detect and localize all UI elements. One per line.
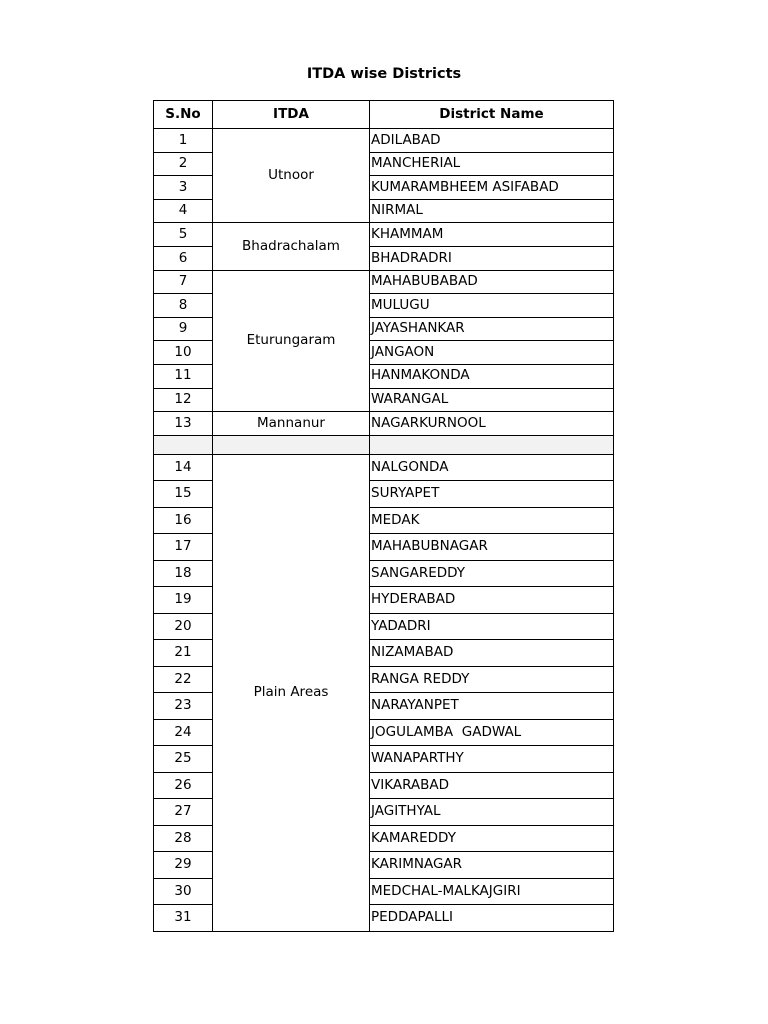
district-cell: HYDERABAD: [370, 587, 614, 614]
itda-districts-table: [153, 100, 614, 932]
district-cell: RANGA REDDY: [370, 666, 614, 693]
table-row: [154, 223, 614, 247]
district-cell: SANGAREDDY: [370, 560, 614, 587]
sno-cell: 24: [154, 719, 213, 746]
itda-cell: Mannanur: [213, 412, 370, 436]
district-cell: VIKARABAD: [370, 772, 614, 799]
sno-cell: 3: [154, 176, 213, 200]
district-cell: SURYAPET: [370, 481, 614, 508]
sno-cell: 15: [154, 481, 213, 508]
district-cell: KARIMNAGAR: [370, 852, 614, 879]
district-cell: NARAYANPET: [370, 693, 614, 720]
separator-cell: [370, 435, 614, 454]
district-cell: WANAPARTHY: [370, 746, 614, 773]
table-row: [154, 412, 614, 436]
district-cell: HANMAKONDA: [370, 364, 614, 388]
district-cell: MULUGU: [370, 294, 614, 318]
itda-cell: Utnoor: [213, 129, 370, 223]
district-cell: NAGARKURNOOL: [370, 412, 614, 436]
header-sno: S.No: [154, 101, 213, 129]
sno-cell: 9: [154, 317, 213, 341]
sno-cell: 18: [154, 560, 213, 587]
district-cell: BHADRADRI: [370, 246, 614, 270]
sno-cell: 1: [154, 129, 213, 153]
sno-cell: 5: [154, 223, 213, 247]
sno-cell: 30: [154, 878, 213, 905]
sno-cell: 31: [154, 905, 213, 932]
district-cell: KUMARAMBHEEM ASIFABAD: [370, 176, 614, 200]
district-cell: MANCHERIAL: [370, 152, 614, 176]
sno-cell: 21: [154, 640, 213, 667]
district-cell: KAMAREDDY: [370, 825, 614, 852]
table-body: [154, 129, 614, 932]
table-row: [154, 129, 614, 153]
district-cell: PEDDAPALLI: [370, 905, 614, 932]
sno-cell: 26: [154, 772, 213, 799]
sno-cell: 16: [154, 507, 213, 534]
itda-cell: Plain Areas: [213, 454, 370, 931]
separator-cell: [213, 435, 370, 454]
district-cell: MEDCHAL-MALKAJGIRI: [370, 878, 614, 905]
separator-row: [154, 435, 614, 454]
district-cell: NALGONDA: [370, 454, 614, 481]
itda-cell: Bhadrachalam: [213, 223, 370, 270]
table-header-row: [154, 101, 614, 129]
sno-cell: 28: [154, 825, 213, 852]
page-title: ITDA wise Districts: [306, 66, 462, 82]
sno-cell: 14: [154, 454, 213, 481]
district-cell: JAYASHANKAR: [370, 317, 614, 341]
header-district: District Name: [370, 101, 614, 129]
sno-cell: 20: [154, 613, 213, 640]
sno-cell: 2: [154, 152, 213, 176]
district-cell: WARANGAL: [370, 388, 614, 412]
district-cell: KHAMMAM: [370, 223, 614, 247]
sno-cell: 27: [154, 799, 213, 826]
sno-cell: 13: [154, 412, 213, 436]
district-cell: JANGAON: [370, 341, 614, 365]
sno-cell: 4: [154, 199, 213, 223]
district-cell: MAHABUBABAD: [370, 270, 614, 294]
sno-cell: 6: [154, 246, 213, 270]
sno-cell: 10: [154, 341, 213, 365]
sno-cell: 11: [154, 364, 213, 388]
district-cell: YADADRI: [370, 613, 614, 640]
separator-cell: [154, 435, 213, 454]
district-cell: NIZAMABAD: [370, 640, 614, 667]
district-cell: JOGULAMBA GADWAL: [370, 719, 614, 746]
sno-cell: 29: [154, 852, 213, 879]
header-itda: ITDA: [213, 101, 370, 129]
sno-cell: 17: [154, 534, 213, 561]
district-cell: ADILABAD: [370, 129, 614, 153]
sno-cell: 19: [154, 587, 213, 614]
sno-cell: 12: [154, 388, 213, 412]
district-cell: NIRMAL: [370, 199, 614, 223]
sno-cell: 7: [154, 270, 213, 294]
table-row: [154, 270, 614, 294]
district-cell: MEDAK: [370, 507, 614, 534]
district-cell: MAHABUBNAGAR: [370, 534, 614, 561]
sno-cell: 8: [154, 294, 213, 318]
table-row: [154, 454, 614, 481]
sno-cell: 22: [154, 666, 213, 693]
sno-cell: 25: [154, 746, 213, 773]
sno-cell: 23: [154, 693, 213, 720]
itda-cell: Eturungaram: [213, 270, 370, 412]
district-cell: JAGITHYAL: [370, 799, 614, 826]
